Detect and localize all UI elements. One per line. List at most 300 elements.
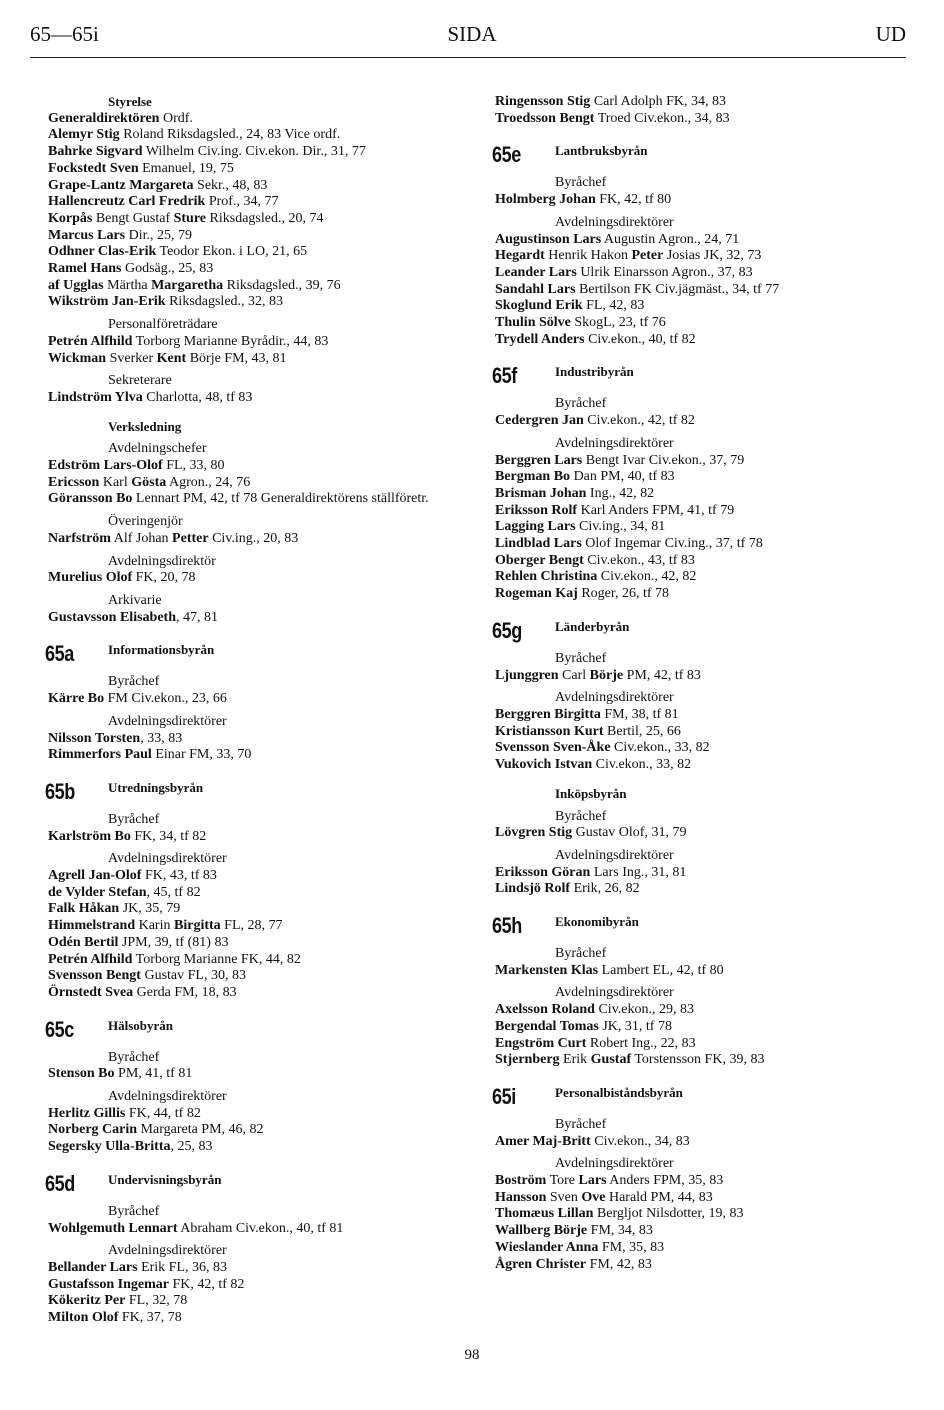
person-name: Herlitz Gillis [48, 1105, 126, 1121]
person-details: FK, 34, tf 82 [130, 828, 207, 844]
person-name: Börje [589, 667, 624, 683]
person-details: Carl Adolph FK, 34, 83 [590, 94, 727, 109]
person-details: Dan PM, 40, tf 83 [570, 469, 675, 485]
person-details: Ing., 42, 82 [586, 485, 655, 501]
person-entry [495, 248, 915, 265]
person-details: FL, 42, 83 [582, 298, 645, 314]
person-name: Amer Maj-Britt [495, 1133, 591, 1149]
person-name: Boström [495, 1173, 547, 1189]
person-entry [48, 1293, 473, 1310]
person-details: Robert Ing., 22, 83 [586, 1035, 696, 1051]
person-entry [495, 1206, 915, 1223]
header-agency: SIDA [447, 22, 497, 46]
person-name: Oberger Bengt [495, 552, 584, 568]
person-name: Sandahl Lars [495, 281, 576, 297]
person-name: Lövgren Stig [495, 825, 573, 841]
person-details: Roger, 26, tf 78 [577, 586, 670, 602]
person-name: Wikström Jan-Erik [48, 294, 166, 310]
person-name: Himmelstrand [48, 918, 136, 934]
person-entry [495, 232, 915, 249]
person-details: Charlotta, 48, tf 83 [142, 389, 253, 405]
person-entry [495, 192, 915, 209]
person-name: Marcus Lars [48, 227, 126, 243]
person-details: FM, 38, tf 81 [600, 706, 679, 722]
person-entry [495, 315, 915, 332]
person-name: Petrén Alfhild [48, 951, 133, 967]
section-code: 65b [45, 778, 75, 804]
person-details: FM, 42, 83 [586, 1256, 652, 1272]
person-name: Lindström Ylva [48, 389, 143, 405]
person-entry [495, 757, 915, 774]
person-name: Generaldirektören [48, 110, 160, 126]
person-details: Anders FPM, 35, 83 [606, 1173, 724, 1189]
role-label: Avdelningsdirektörer [108, 1089, 227, 1105]
person-entry [48, 194, 473, 211]
person-details: Josias JK, 32, 73 [663, 248, 762, 264]
person-entry [48, 610, 473, 627]
person-name: Berggren Lars [495, 452, 583, 468]
section-title: Undervisningsbyrån [108, 1171, 222, 1187]
person-details: , 33, 83 [140, 730, 183, 746]
role-label: Avdelningsdirektörer [555, 214, 674, 230]
person-details: Torborg Marianne FK, 44, 82 [132, 951, 301, 967]
person-name: af Ugglas [48, 277, 104, 293]
person-details: Riksdagsled., 39, 76 [223, 277, 341, 293]
person-details: Riksdagsled., 32, 83 [165, 294, 284, 310]
person-entry [495, 1036, 915, 1053]
person-name: Göransson Bo [48, 491, 133, 507]
person-entry [48, 111, 473, 128]
person-details: Civ.ekon., 42, tf 82 [583, 413, 695, 429]
section-heading [45, 1016, 473, 1044]
person-entry [495, 1223, 915, 1240]
person-name: Bergendal Tomas [495, 1018, 599, 1034]
person-name: Sture [173, 210, 207, 226]
person-name: Norberg Carin [48, 1122, 138, 1138]
person-details: Civ.ekon., 34, 83 [590, 1133, 690, 1149]
person-details: Bertilson FK Civ.jägmäst., 34, tf 77 [575, 281, 780, 297]
person-name: Ågren Christer [495, 1256, 587, 1272]
person-name: Eriksson Rolf [495, 502, 578, 518]
person-entry [495, 865, 915, 882]
person-name: Örnstedt Svea [48, 984, 134, 1000]
person-name: Ringensson Stig [495, 94, 591, 109]
person-details: Bengt Gustaf [92, 210, 174, 226]
person-details: FL, 32, 78 [125, 1293, 188, 1309]
person-details: Märtha [103, 277, 152, 293]
person-entry [495, 1240, 915, 1257]
person-entry [495, 553, 915, 570]
person-name: Segersky Ulla-Britta [48, 1139, 171, 1155]
role-label: Byråchef [555, 396, 607, 412]
person-details: Troed Civ.ekon., 34, 83 [594, 110, 730, 126]
person-entry [48, 161, 473, 178]
person-entry [48, 1139, 473, 1156]
role-label: Avdelningsdirektör [108, 553, 216, 569]
person-details: Karl [99, 474, 132, 490]
person-entry [48, 1106, 473, 1123]
role-label: Avdelningsdirektörer [555, 690, 674, 706]
person-entry [48, 228, 473, 245]
person-entry [495, 453, 915, 470]
person-name: Gustaf [590, 1052, 632, 1068]
person-details: Wilhelm Civ.ing. Civ.ekon. Dir., 31, 77 [142, 144, 366, 160]
person-details: PM, 41, tf 81 [114, 1066, 193, 1082]
role-label: Arkivarie [108, 592, 162, 608]
person-name: Eriksson Göran [495, 864, 591, 880]
person-details: Sverker [106, 350, 157, 366]
person-details: , 47, 81 [175, 609, 218, 625]
person-entry [495, 740, 915, 757]
section-heading [45, 1170, 473, 1198]
person-name: Ericsson [48, 474, 100, 490]
role-label: Sekreterare [108, 373, 172, 389]
person-entry [48, 968, 473, 985]
role-label: Avdelningsdirektörer [108, 713, 227, 729]
person-entry [48, 458, 473, 475]
section-heading [45, 778, 473, 806]
person-details: Bengt Ivar Civ.ekon., 37, 79 [582, 452, 745, 468]
person-name: Lindblad Lars [495, 536, 582, 552]
person-details: SkogL, 23, tf 76 [570, 315, 666, 331]
person-entry [48, 244, 473, 261]
person-name: de Vylder Stefan [48, 884, 147, 900]
person-details: Einar FM, 33, 70 [151, 747, 252, 763]
person-entry [48, 731, 473, 748]
person-entry [495, 707, 915, 724]
person-details: Sekr., 48, 83 [193, 177, 268, 193]
person-entry [48, 178, 473, 195]
person-name: Murelius Olof [48, 570, 133, 586]
person-name: Lagging Lars [495, 519, 576, 535]
person-entry [495, 1173, 915, 1190]
person-name: Trydell Anders [495, 331, 585, 347]
person-entry [48, 127, 473, 144]
role-label: Byråchef [555, 175, 607, 191]
person-entry [495, 111, 915, 128]
person-details: FM, 35, 83 [598, 1239, 665, 1255]
person-name: Cedergren Jan [495, 413, 584, 429]
person-details: FL, 33, 80 [162, 458, 225, 474]
role-label: Avdelningsdirektörer [555, 985, 674, 1001]
person-name: Thomæus Lillan [495, 1206, 594, 1222]
person-details: FM, 34, 83 [587, 1223, 653, 1239]
person-details: PM, 42, tf 83 [623, 667, 701, 683]
person-entry [48, 829, 473, 846]
person-details: Godsäg., 25, 83 [121, 261, 214, 277]
person-entry [495, 413, 915, 430]
person-details: Dir., 25, 79 [125, 227, 193, 243]
person-entry [48, 261, 473, 278]
role-label: Avdelningschefer [108, 441, 207, 457]
person-name: Kent [156, 350, 187, 366]
person-entry [48, 144, 473, 161]
person-name: Odhner Clas-Erik [48, 244, 157, 260]
person-name: Alemyr Stig [48, 127, 120, 143]
person-name: Ramel Hans [48, 261, 122, 277]
person-entry [495, 519, 915, 536]
role-label: Byråchef [555, 650, 607, 666]
section-title: Hälsobyrån [108, 1017, 174, 1033]
person-name: Peter [631, 248, 664, 264]
person-details: FM Civ.ekon., 23, 66 [104, 691, 227, 707]
section-heading [492, 142, 915, 169]
person-details: Riksdagsled., 20, 74 [206, 210, 324, 226]
person-entry [48, 278, 473, 295]
person-entry [495, 586, 915, 603]
person-entry [48, 334, 473, 351]
person-details: Civ.ekon., 33, 82 [610, 740, 710, 756]
person-details: , 45, tf 82 [146, 884, 201, 900]
person-entry [48, 1122, 473, 1139]
person-entry [495, 94, 915, 111]
person-name: Korpås [48, 210, 93, 226]
person-details: JK, 35, 79 [119, 901, 181, 917]
person-name: Holmberg Johan [495, 192, 596, 208]
person-details: Lambert EL, 42, tf 80 [598, 962, 724, 978]
person-details: Carl [558, 667, 590, 683]
person-details: FL, 28, 77 [220, 918, 283, 934]
person-entry [48, 885, 473, 902]
person-details: FK, 43, tf 83 [141, 868, 217, 884]
person-entry [48, 294, 473, 311]
person-name: Lindsjö Rolf [495, 881, 571, 897]
person-name: Falk Håkan [48, 901, 120, 917]
person-details: Henrik Hakon [544, 248, 632, 264]
person-entry [48, 531, 473, 548]
person-name: Vukovich Istvan [495, 757, 593, 773]
person-details: Prof., 34, 77 [205, 194, 279, 210]
section-title: Ekonomibyrån [555, 914, 639, 930]
person-entry [495, 298, 915, 315]
person-details: Torborg Marianne Byrådir., 44, 83 [132, 333, 329, 349]
person-details: Civ.ing., 20, 83 [208, 530, 299, 546]
person-name: Axelsson Roland [495, 1002, 595, 1018]
person-entry [495, 569, 915, 586]
person-entry [495, 881, 915, 898]
person-entry [48, 475, 473, 492]
person-name: Engström Curt [495, 1035, 587, 1051]
person-entry [48, 747, 473, 764]
person-name: Rimmerfors Paul [48, 747, 152, 763]
section-title: Informationsbyrån [108, 642, 215, 658]
person-name: Skoglund Erik [495, 298, 583, 314]
person-name: Gustafsson Ingemar [48, 1276, 169, 1292]
section-heading [492, 617, 915, 645]
person-details: JPM, 39, tf (81) 83 [118, 934, 229, 950]
person-name: Stjernberg [495, 1052, 560, 1068]
section-code: 65i [492, 1083, 516, 1109]
person-entry [48, 901, 473, 918]
person-details: Olof Ingemar Civ.ing., 37, tf 78 [581, 536, 763, 552]
role-label: Byråchef [108, 811, 160, 827]
person-details: Gustav Olof, 31, 79 [572, 825, 687, 841]
section-heading [492, 1083, 915, 1111]
person-name: Birgitta [174, 918, 221, 934]
person-details: Karin [135, 918, 174, 934]
person-name: Odén Bertil [48, 934, 119, 950]
person-details: Sven [546, 1189, 582, 1205]
person-details: Civ.ekon., 42, 82 [597, 569, 697, 585]
person-details: Teodor Ekon. i LO, 21, 65 [156, 244, 308, 260]
person-name: Brisman Johan [495, 485, 587, 501]
person-entry [495, 1052, 915, 1069]
person-name: Hegardt [495, 248, 545, 264]
person-details: Civ.ing., 34, 81 [575, 519, 666, 535]
person-details: Börje FM, 43, 81 [186, 350, 287, 366]
person-name: Petrén Alfhild [48, 333, 133, 349]
person-details: Alf Johan [110, 530, 173, 546]
person-details: Civ.ekon., 33, 82 [592, 757, 692, 773]
role-label: Överingenjör [108, 514, 183, 530]
header-rule [30, 57, 906, 58]
person-name: Fockstedt Sven [48, 160, 139, 176]
person-name: Wieslander Anna [495, 1239, 599, 1255]
person-details: Roland Riksdagsled., 24, 83 Vice ordf. [119, 127, 341, 143]
person-details: FK, 44, tf 82 [125, 1105, 201, 1121]
person-details: Emanuel, 19, 75 [138, 160, 234, 176]
person-name: Kristiansson Kurt [495, 723, 604, 739]
person-entry [48, 390, 473, 407]
person-entry [48, 211, 473, 228]
person-details: Margareta PM, 46, 82 [137, 1122, 264, 1138]
person-name: Milton Olof [48, 1310, 119, 1326]
person-details: Gerda FM, 18, 83 [133, 984, 237, 1000]
person-details: Bertil, 25, 66 [603, 723, 681, 739]
person-entry [495, 469, 915, 486]
person-details: Ordf. [159, 110, 193, 126]
person-entry [48, 868, 473, 885]
person-entry [48, 570, 473, 587]
person-name: Ove [581, 1189, 606, 1205]
person-entry [48, 985, 473, 1002]
role-label: Avdelningsdirektörer [108, 851, 227, 867]
person-name: Svensson Bengt [48, 968, 141, 984]
person-entry [495, 1019, 915, 1036]
person-name: Karlström Bo [48, 828, 131, 844]
person-details: Civ.ekon., 43, tf 83 [583, 552, 695, 568]
person-name: Narfström [48, 530, 111, 546]
person-details: Gustav FL, 30, 83 [140, 968, 246, 984]
person-entry [48, 1221, 473, 1238]
left-column [45, 94, 473, 1327]
person-entry [48, 1310, 473, 1327]
role-label: Avdelningsdirektörer [555, 847, 674, 863]
person-name: Troedsson Bengt [495, 110, 595, 126]
person-entry [48, 351, 473, 368]
person-entry [495, 332, 915, 349]
role-label: Avdelningsdirektörer [555, 1156, 674, 1172]
person-entry [495, 1257, 915, 1274]
person-name: Kökeritz Per [48, 1293, 126, 1309]
person-entry [495, 1134, 915, 1151]
section-code: 65e [492, 142, 521, 168]
section-title: Industribyrån [555, 364, 634, 380]
person-entry [48, 952, 473, 969]
person-entry [495, 536, 915, 553]
person-entry [48, 1260, 473, 1277]
person-entry [48, 935, 473, 952]
group-heading: Verksledning [108, 418, 182, 434]
person-entry [48, 491, 473, 508]
person-details: FK, 42, tf 80 [595, 192, 672, 208]
person-details: Tore [546, 1173, 579, 1189]
person-entry [495, 265, 915, 282]
person-name: Rehlen Christina [495, 569, 598, 585]
role-label: Byråchef [108, 1203, 160, 1219]
person-name: Gösta [131, 474, 167, 490]
person-name: Bahrke Sigvard [48, 144, 143, 160]
person-details: Erik FL, 36, 83 [137, 1259, 228, 1275]
person-name: Wickman [48, 350, 107, 366]
person-name: Bellander Lars [48, 1259, 138, 1275]
section-code: 65g [492, 617, 522, 643]
person-name: Nilsson Torsten [48, 730, 141, 746]
person-name: Wohlgemuth Lennart [48, 1220, 178, 1236]
section-heading [45, 641, 473, 668]
person-name: Stenson Bo [48, 1066, 115, 1082]
person-name: Lars [578, 1173, 607, 1189]
role-label: Byråchef [555, 946, 607, 962]
person-details: Lars Ing., 31, 81 [590, 864, 687, 880]
person-entry [495, 963, 915, 980]
person-details: Karl Anders FPM, 41, tf 79 [577, 502, 735, 518]
person-name: Augustinson Lars [495, 231, 602, 247]
person-details: Erik, 26, 82 [570, 881, 640, 897]
person-entry [48, 1277, 473, 1294]
role-label: Avdelningsdirektörer [108, 1243, 227, 1259]
person-name: Hansson [495, 1189, 547, 1205]
person-name: Petter [172, 530, 209, 546]
person-details: Torstensson FK, 39, 83 [631, 1052, 765, 1068]
section-heading [492, 363, 915, 390]
person-name: Edström Lars-Olof [48, 458, 163, 474]
person-entry [48, 918, 473, 935]
person-name: Kärre Bo [48, 691, 105, 707]
group-heading: Styrelse [108, 94, 152, 109]
person-details: , 25, 83 [170, 1139, 213, 1155]
role-label: Byråchef [108, 674, 160, 690]
person-details: Erik [559, 1052, 591, 1068]
section-code: 65h [492, 913, 522, 939]
section-title: Utredningsbyrån [108, 779, 204, 795]
group-heading: Inköpsbyrån [555, 785, 627, 801]
role-label: Byråchef [555, 1116, 607, 1132]
person-name: Agrell Jan-Olof [48, 868, 142, 884]
person-details: FK, 42, tf 82 [168, 1276, 245, 1292]
person-name: Leander Lars [495, 264, 577, 280]
section-code: 65c [45, 1016, 74, 1042]
role-label: Byråchef [555, 808, 607, 824]
header-ministry: UD [875, 22, 906, 46]
person-details: FK, 20, 78 [132, 570, 196, 586]
person-name: Rogeman Kaj [495, 586, 578, 602]
person-entry [495, 668, 915, 685]
header-section-range: 65—65i [30, 22, 99, 46]
person-name: Gustavsson Elisabeth [48, 609, 176, 625]
role-label: Avdelningsdirektörer [555, 435, 674, 451]
person-name: Grape-Lantz Margareta [48, 177, 194, 193]
person-name: Margaretha [151, 277, 224, 293]
person-name: Bergman Bo [495, 469, 571, 485]
section-code: 65d [45, 1170, 75, 1196]
role-label: Byråchef [108, 1049, 160, 1065]
person-entry [495, 724, 915, 741]
person-details: Civ.ekon., 40, tf 82 [584, 331, 696, 347]
person-entry [495, 825, 915, 842]
person-name: Berggren Birgitta [495, 706, 601, 722]
person-entry [495, 282, 915, 299]
